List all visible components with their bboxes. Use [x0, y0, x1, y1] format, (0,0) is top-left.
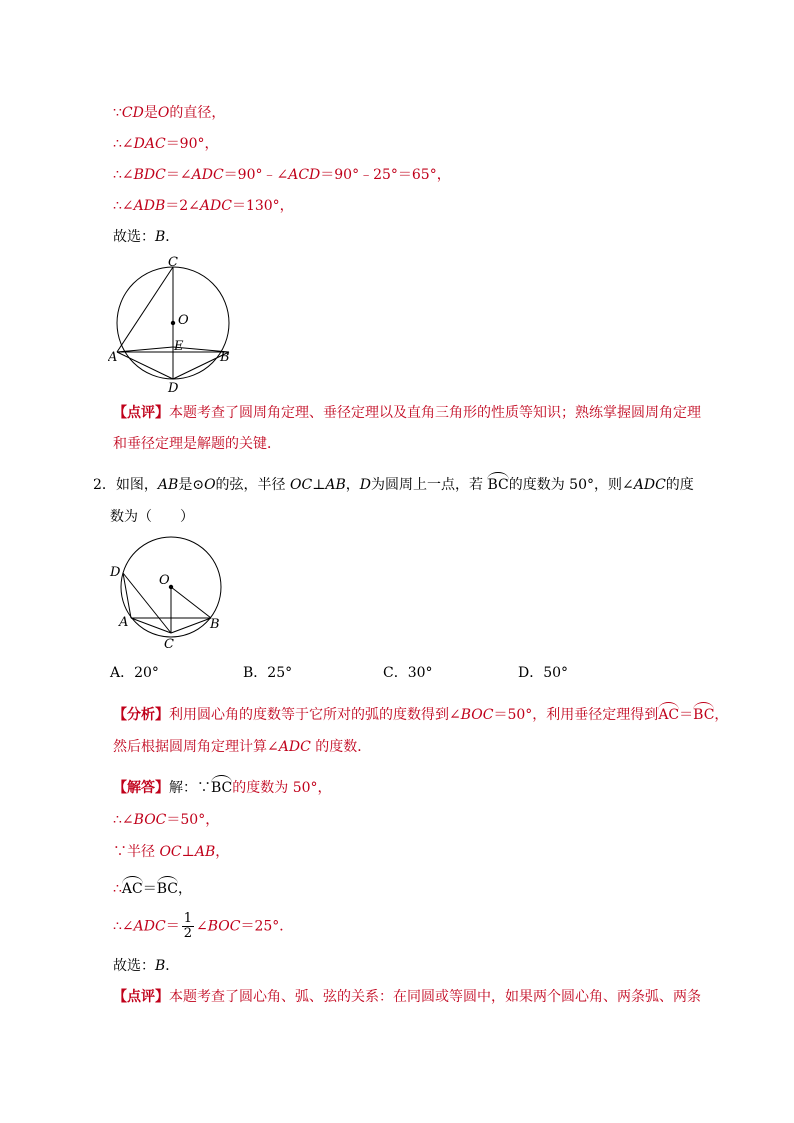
question2-line2: 数为（ ）	[110, 509, 194, 525]
solution1-choose: 故选：B．	[113, 229, 180, 245]
figure2-label-a: A	[119, 615, 129, 630]
figure2-label-b: B	[210, 617, 220, 632]
answer-line1: 【解答】解：∵BC的度数为 50°，	[113, 775, 332, 797]
review2-line1: 【点评】本题考查了圆心角、弧、弦的关系：在同圆或等圆中，如果两个圆心角、两条弧、两条	[113, 989, 701, 1005]
figure1-label-c: C	[168, 255, 178, 270]
figure2-label-d: D	[110, 565, 121, 580]
option-c[interactable]: C．30°	[383, 665, 433, 681]
review1-line1: 【点评】本题考查了圆周角定理、垂径定理以及直角三角形的性质等知识；熟练掌握圆周角定理	[113, 405, 701, 421]
analysis-line1: 【分析】利用圆心角的度数等于它所对的弧的度数得到∠BOC＝50°，利用垂径定理得到AC＝BC，	[113, 702, 728, 724]
question2-line1: 2．如图，AB是⊙O的弦，半径 OC⊥AB，D为圆周上一点，若 BC的度数为 50°，则∠ADC的度	[93, 472, 694, 494]
figure2-label-o: O	[159, 573, 170, 588]
figure1-label-a: A	[108, 350, 118, 365]
figure2-circle-diagram	[106, 532, 236, 652]
answer-line3: ∵半径 OC⊥AB，	[113, 844, 230, 860]
review1-line2: 和垂径定理是解题的关键．	[113, 436, 281, 452]
figure1-circle-diagram	[108, 252, 238, 397]
answer-line2: ∴∠BOC＝50°，	[113, 812, 220, 828]
option-b[interactable]: B．25°	[243, 665, 293, 681]
solution1-line4: ∴∠ADB＝2∠ADC＝130°，	[113, 198, 294, 214]
figure1-label-b: B	[220, 350, 230, 365]
figure1-label-e: E	[174, 339, 184, 354]
figure1-label-o: O	[178, 313, 189, 328]
solution1-line3: ∴∠BDC＝∠ADC＝90°﹣∠ACD＝90°﹣25°＝65°，	[113, 167, 451, 183]
answer-line4: ∴AC＝BC，	[113, 876, 192, 898]
option-d[interactable]: D．50°	[518, 665, 569, 681]
analysis-line2: 然后根据圆周角定理计算∠ADC 的度数．	[113, 739, 372, 755]
figure1-label-d: D	[168, 381, 179, 396]
one-half-fraction: $\frac{1}{2}$	[183, 911, 192, 941]
figure2-label-c: C	[164, 637, 174, 652]
solution1-line1: ∵CD是O的直径，	[113, 105, 226, 121]
option-a[interactable]: A．20°	[110, 665, 159, 681]
answer-line5: ∴∠ADC＝ $\frac{1}{2}$ ∠BOC＝25°．	[113, 911, 294, 941]
answer-choose: 故选：B．	[113, 958, 180, 974]
solution1-line2: ∴∠DAC＝90°，	[113, 136, 219, 152]
